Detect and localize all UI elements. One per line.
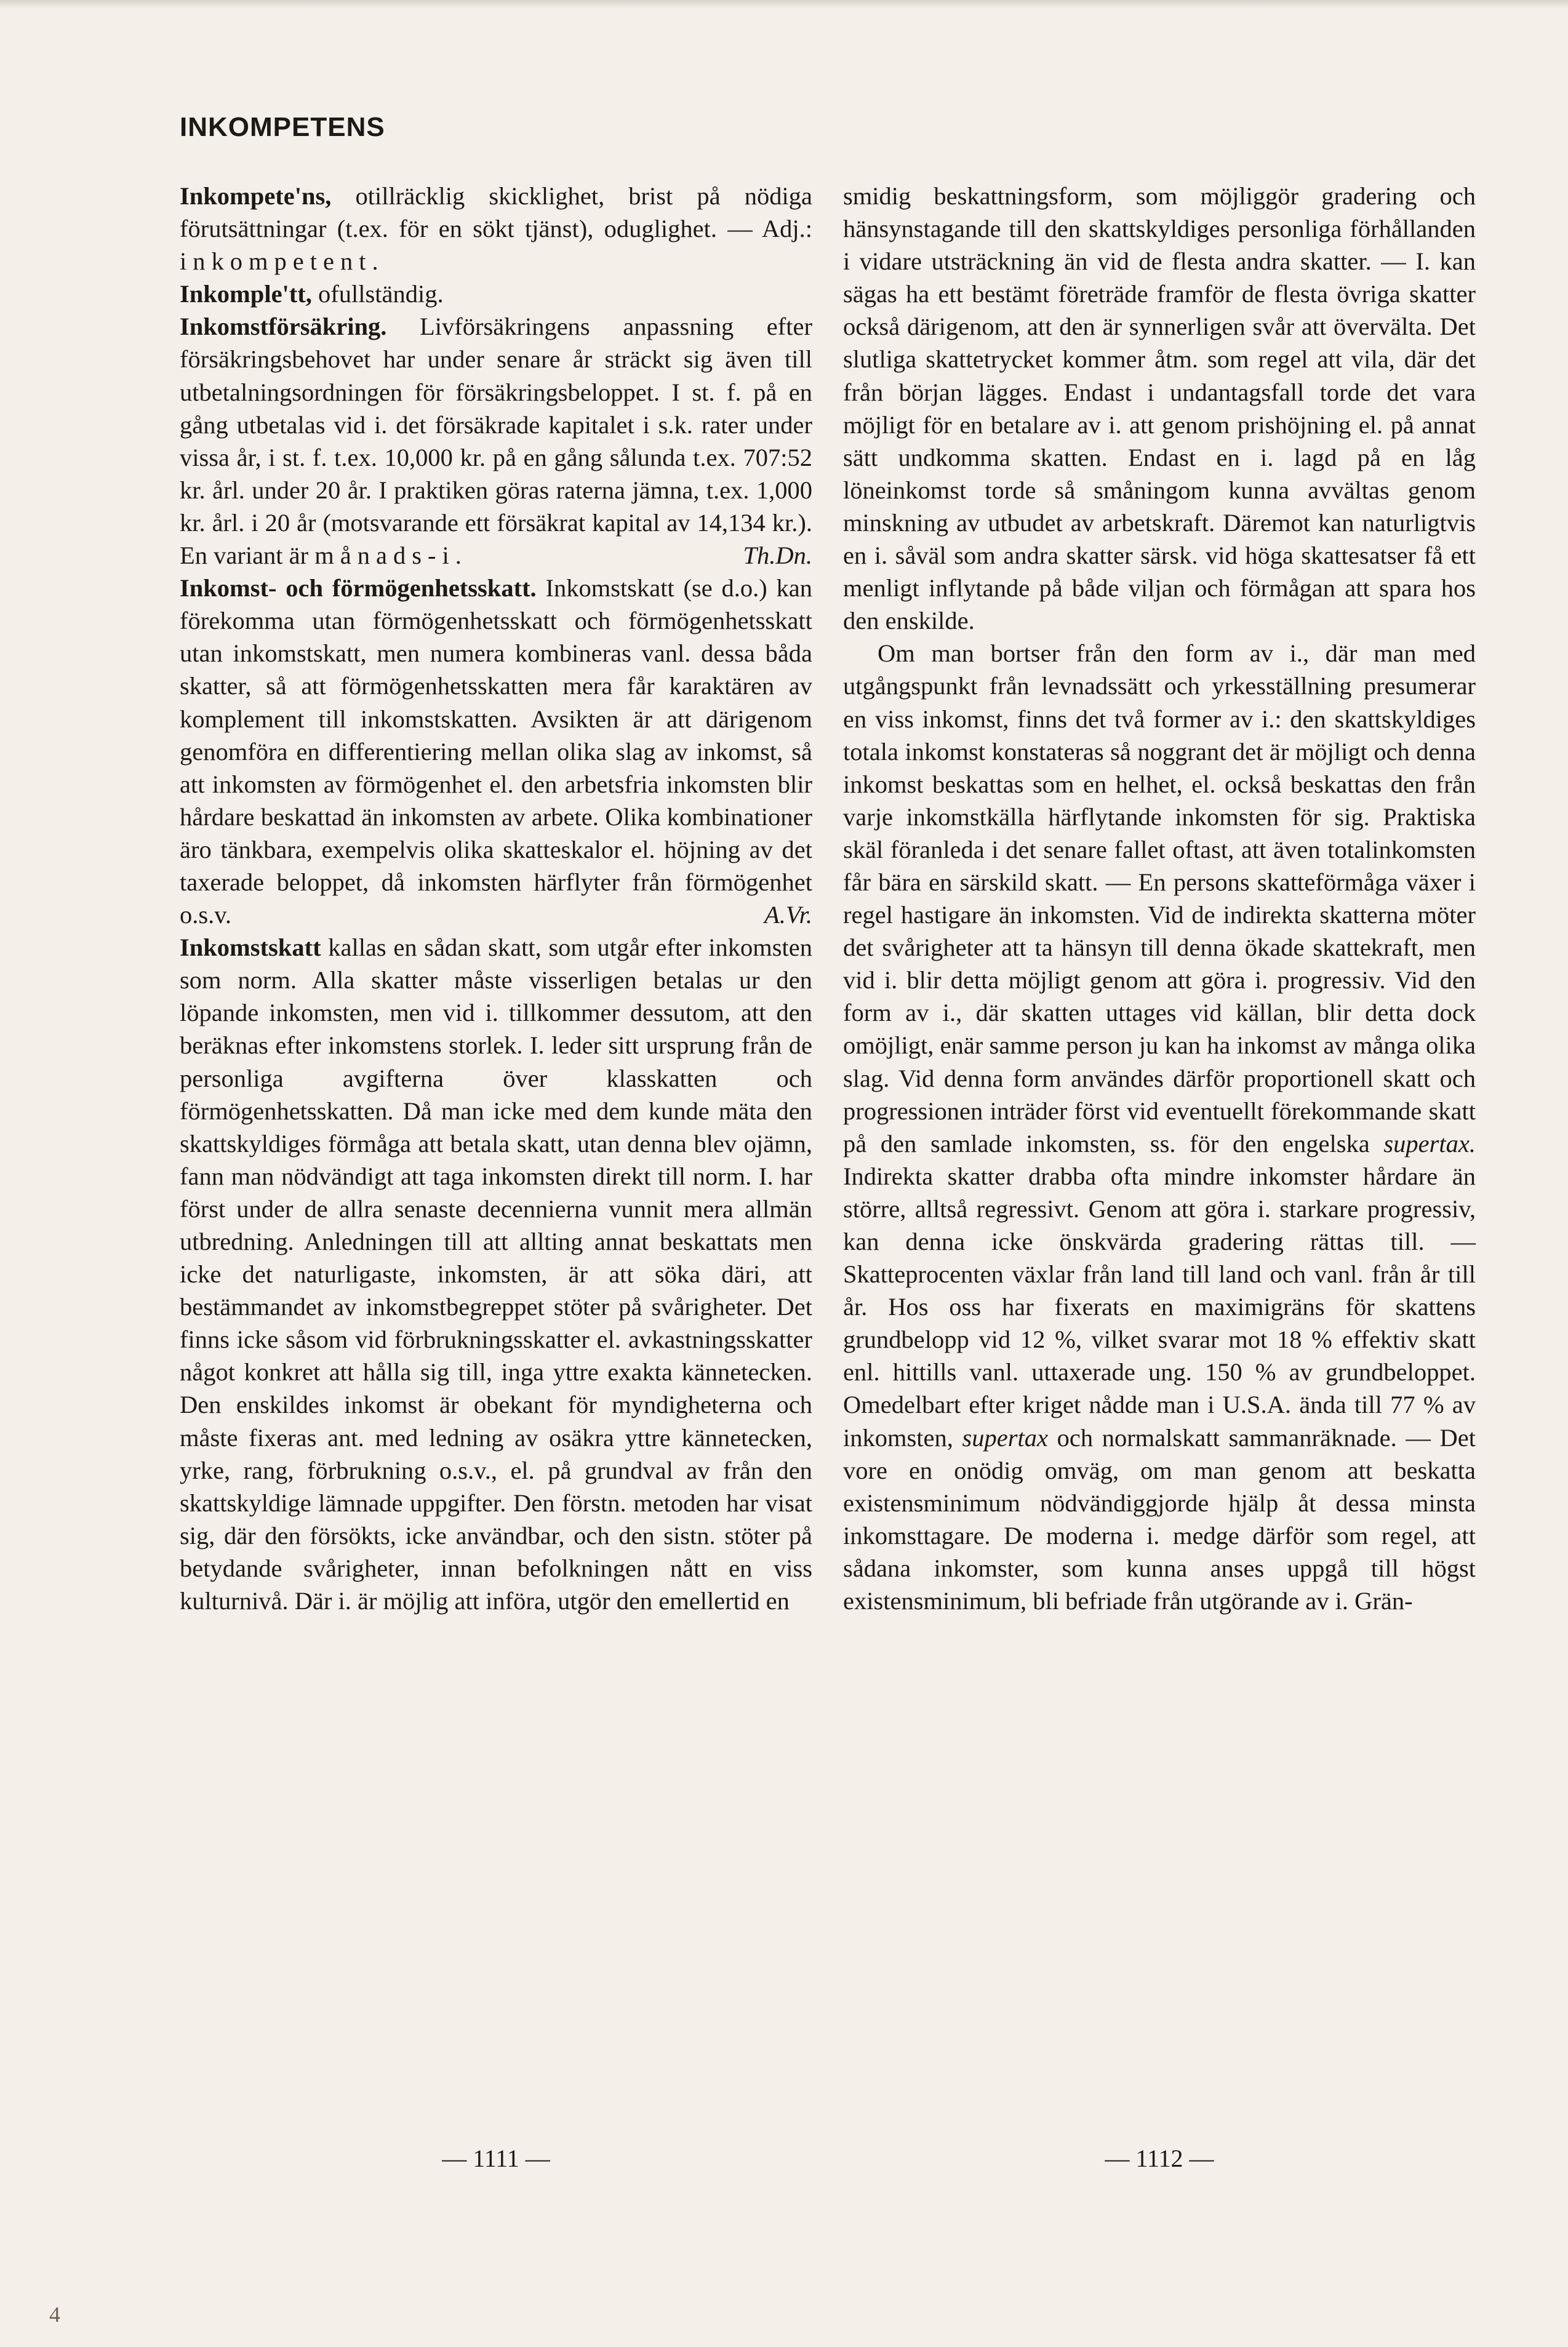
running-header: INKOMPETENS xyxy=(180,112,385,142)
headword: Inkompete'ns, xyxy=(180,182,332,210)
entry-text: ofullständig. xyxy=(311,280,444,308)
entry-inkomplett xyxy=(180,278,812,310)
spaced-term: inkompetent xyxy=(180,247,372,276)
page-number-left: — 1111 — xyxy=(442,2145,550,2172)
paragraph-text: Indirekta skatter drabba ofta mindre inkomster hårdare än större, alltså regressivt. Genom att göra i. starkare progressiv, kan denna icke önskvärda gradering rättas till. — Skatteprocenten växlar från land till land och vanl. från år till år. Hos oss har fixerats en maximigräns för skattens grundbelopp vid 12 %, vilket svarar mot 18 % effektiv skatt enl. hittills vanl. uttaxerade ung. 150 % av grundbeloppet. Omedelbart efter kriget nådde man i U.S.A. ända till 77 % av inkomsten, xyxy=(843,1162,1476,1452)
entry-text: kallas en sådan skatt, som utgår efter inkomsten som norm. Alla skatter måste visserligen betalas ur den löpande inkomsten, men vid i. tillkommer dessutom, att den beräknas efter inkomstens storlek. I. leder sitt ursprung från de personliga avgifterna över klasskatten och förmögenhetsskatten. Då man icke med dem kunde mäta den skattskyldiges förmåga att betala skatt, utan denna blev ojämn, fann man nödvändigt att taga inkomsten direkt till norm. I. har först under de allra senaste decennierna vunnit mera allmän utbredning. Anledningen till att allting annat beskattats men icke det naturligaste, inkomsten, är att söka däri, att bestämmandet av inkomstbegreppet stöter på svårigheter. Det finns icke såsom vid förbrukningsskatter el. avkastningsskatter något konkret att hålla sig till, inga yttre exakta kännetecken. Den enskildes inkomst är obekant för myndigheterna och måste fixeras ant. med ledning av osäkra yttre kännetecken, yrke, rang, förbrukning o.s.v., el. på grundval av från den skattskyldige lämnade uppgifter. Den förstn. metoden har visat sig, där den försökts, icke användbar, och den sistn. stöter på betydande svårigheter, innan befolkningen nått en viss kulturnivå. Där i. är möjlig att införa, utgör den emellertid en xyxy=(180,934,812,1615)
headword: Inkomst- och förmögenhetsskatt. xyxy=(180,574,537,602)
italic-term: supertax. xyxy=(1383,1129,1476,1158)
author-signature: A.Vr. xyxy=(764,901,812,929)
spaced-term: månads-i. xyxy=(314,542,468,570)
paragraph-text: och normalskatt sammanräknade. — Det vore en onödig omväg, om man genom att beskatta existensminimum nödvändiggjorde hjälp åt dessa minsta inkomsttagare. De moderna i. medge därför som regel, att sådana inkomster, som kunna anses uppgå till högst existensminimum, bli befriade från utgörande av i. Grän- xyxy=(843,1423,1476,1615)
paragraph: smidig beskattningsform, som möjliggör gradering och hänsynstagande till den skattskyldiges personliga förhållanden i vidare utsträckning än vid de flesta andra skatter. — I. kan sägas ha ett bestämt företräde framför de flesta övriga skatter också därigenom, att den är synnerligen svår att övervälta. Det slutliga skattetrycket kommer åtm. som regel att vila, där det från början lägges. Endast i undantagsfall torde det vara möjligt för en betalare av i. att genom prishöjning el. på annat sätt undkomma skatten. Endast en i. lagd på en låg löneinkomst torde så småningom kunna avvältas genom minskning av utbudet av arbetskraft. Däremot kan naturligtvis en i. såväl som andra skatter särsk. vid höga skattesatser få ett menligt inflytande på både viljan och förmågan att spara hos den enskilde. xyxy=(843,182,1476,635)
entry-inkomstskatt xyxy=(180,931,812,1617)
entry-inkomstforsakring xyxy=(180,310,812,572)
entry-text: Livförsäkringens anpassning efter försäkringsbehovet har under senare år sträckt sig även till utbetalningsordningen för försäkringsbeloppet. I st. f. på en gång utbetalas vid i. det försäkrade kapitalet i s.k. rater under vissa år, i st. f. t.ex. 10,000 kr. på en gång sålunda t.ex. 707:52 kr. årl. under 20 år. I praktiken göras raterna jämna, t.ex. 1,000 kr. årl. i 20 år (motsvarande ett försäkrat kapital av 14,134 kr.). En variant är xyxy=(180,313,812,570)
entry-text: otillräcklig skicklighet, brist på nödiga förutsättningar (t.ex. för en sökt tjänst), oduglighet. — Adj.: xyxy=(180,182,812,243)
entry-text: . xyxy=(372,247,378,276)
italic-term: supertax xyxy=(962,1423,1048,1452)
headword: Inkomstskatt xyxy=(180,934,321,962)
entry-inkomst-och-formogenhetsskatt xyxy=(180,572,812,931)
page-number-right: — 1112 — xyxy=(1105,2145,1214,2172)
left-column xyxy=(180,180,812,1617)
paragraph-text: Om man bortser från den form av i., där man med utgångspunkt från levnadssätt och yrkesställning presumerar en viss inkomst, finns det två former av i.: den skattskyldiges totala inkomst konstateras så noggrant det är möjligt och denna inkomst beskattas som en helhet, el. också beskattas den från varje inkomstkälla härflytande inkomsten för sig. Praktiska skäl föranleda i det senare fallet oftast, att även totalinkomsten får bära en särskild skatt. — En persons skatteförmåga växer i regel hastigare än inkomsten. Vid de indirekta skatterna möter det svårigheter att ta hänsyn till denna ökade skattekraft, men vid i. blir detta möjligt genom att göra i. progressiv. Vid den form av i., där skatten uttages vid källan, blir detta dock omöjligt, enär samme person ju kan ha inkomst av många olika slag. Vid denna form användes därför proportionell skatt och progressionen inträder först vid eventuellt förekommande skatt på den samlade inkomsten, ss. för den engelska xyxy=(843,639,1476,1158)
right-column xyxy=(843,180,1476,1617)
headword: Inkomstförsäkring. xyxy=(180,313,387,341)
author-signature: Th.Dn. xyxy=(743,542,812,570)
entry-inkompetens xyxy=(180,180,812,278)
corner-mark: 4 xyxy=(49,2302,60,2327)
entry-text: Inkomstskatt (se d.o.) kan förekomma utan förmögenhetsskatt och förmögenhetsskatt utan inkomstskatt, men numera kombineras vanl. dessa båda skatter, så att förmögenhetsskatten mera får karaktären av komplement till inkomstskatten. Avsikten är att därigenom genomföra en differentiering mellan olika slag av inkomst, så att inkomsten av förmögenhet el. den arbetsfria inkomsten blir hårdare beskattad än inkomsten av arbete. Olika kombinationer äro tänkbara, exempelvis olika skatteskalor el. höjning av det taxerade beloppet, då inkomsten härflyter från förmögenhet o.s.v. xyxy=(180,574,812,929)
page-top-edge xyxy=(0,0,1568,9)
headword: Inkomple'tt, xyxy=(180,280,312,308)
paragraph xyxy=(843,637,1476,1617)
